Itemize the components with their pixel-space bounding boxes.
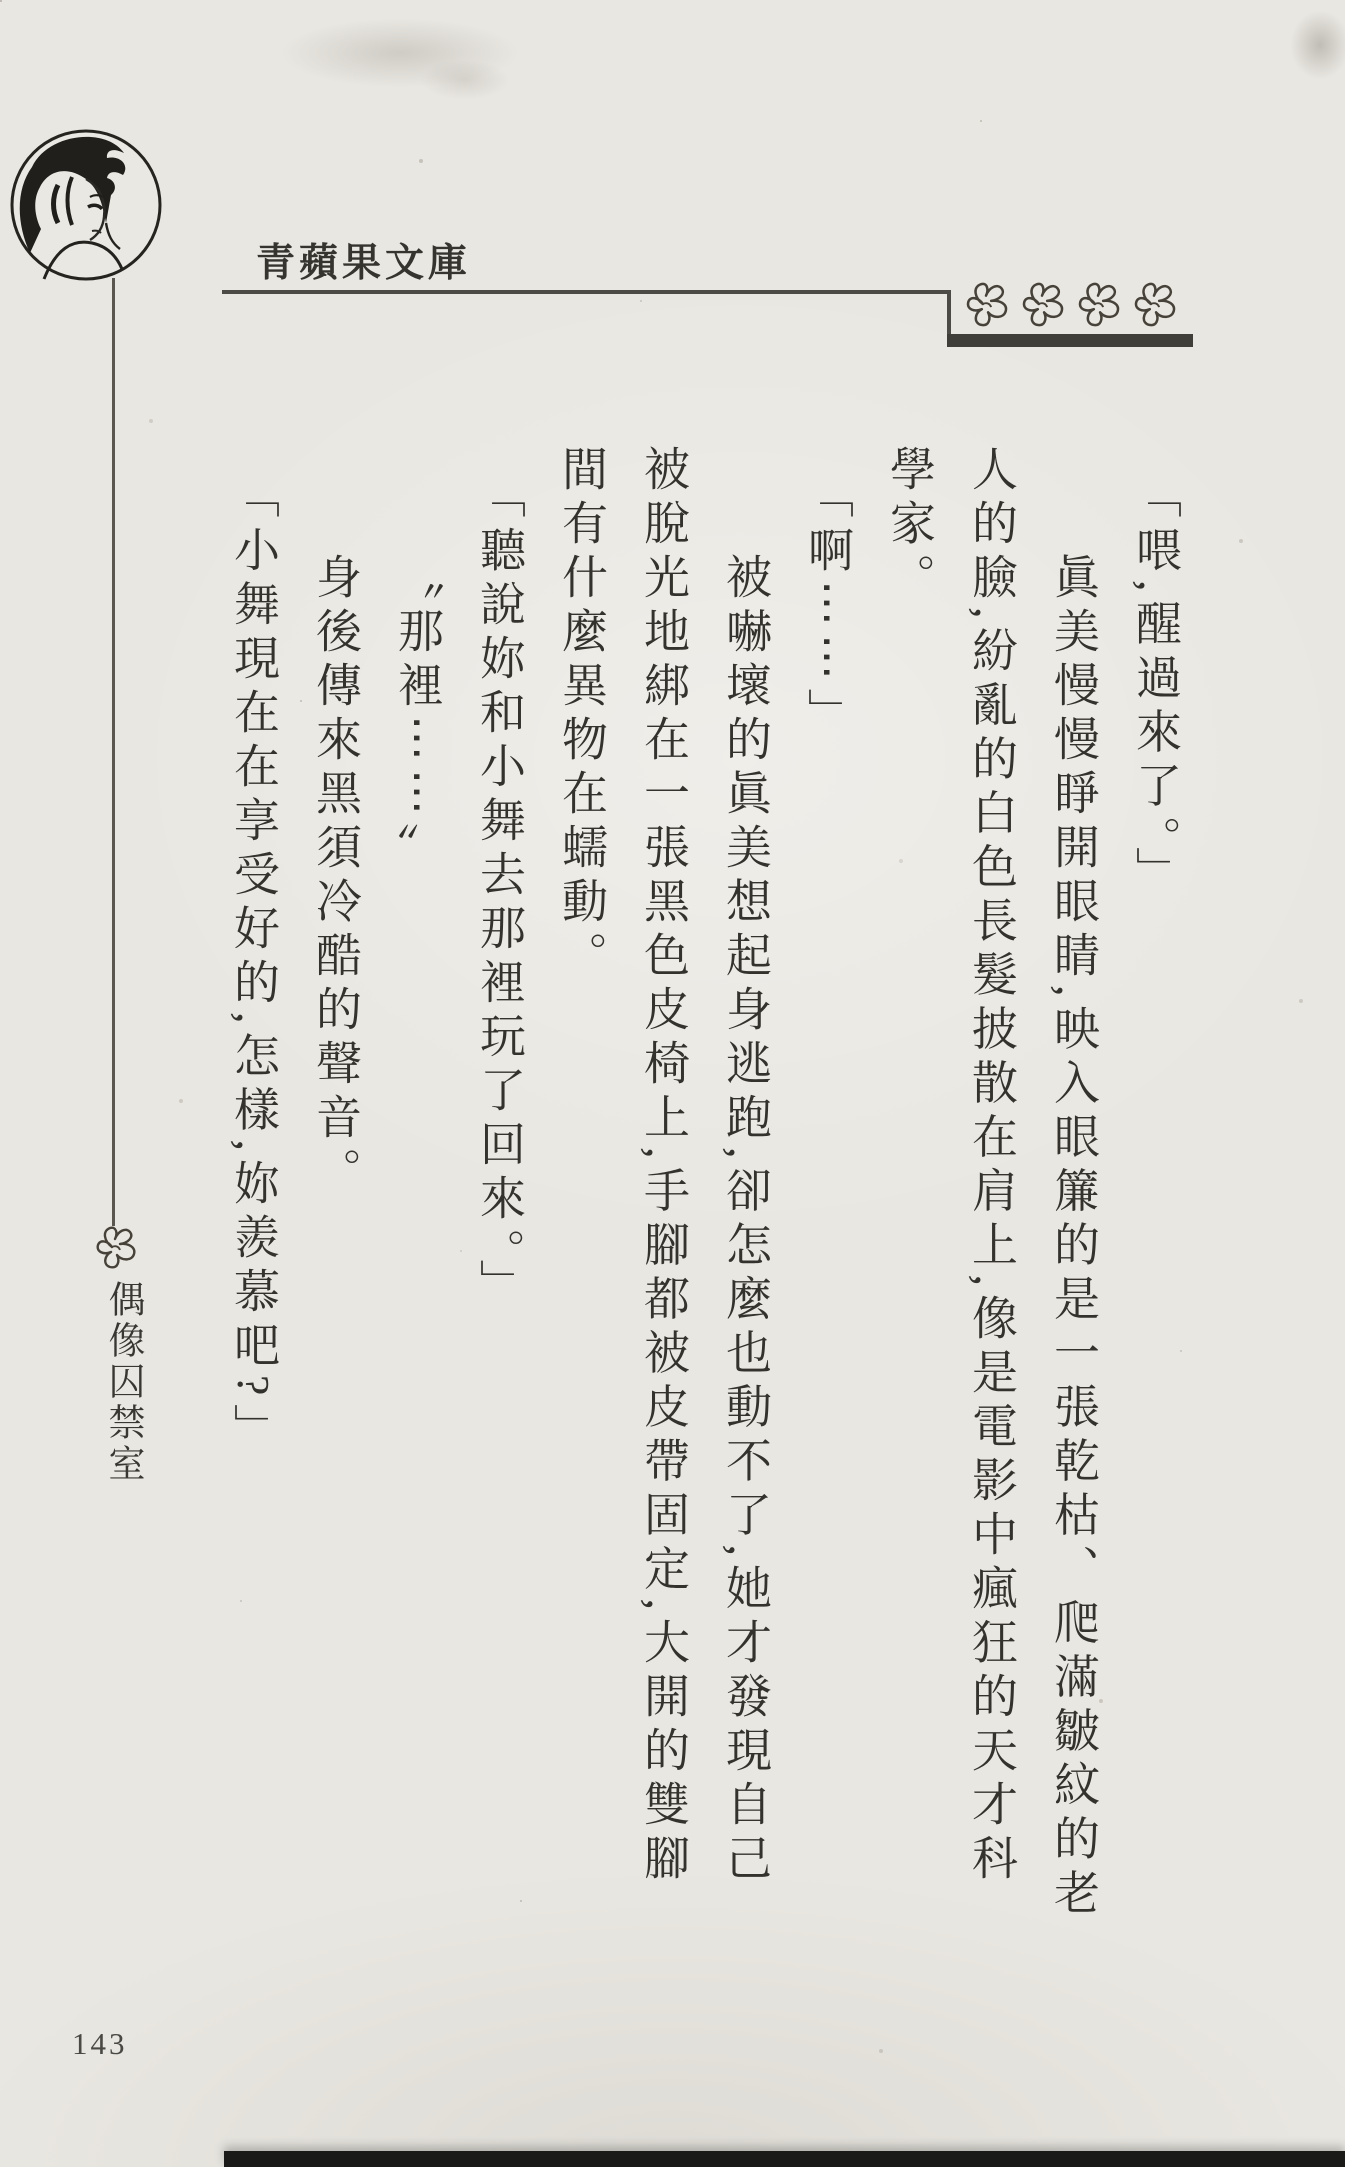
flower-icon	[1128, 274, 1182, 334]
text-column-10: 〝那裡⋯⋯〞	[392, 553, 443, 877]
text-column-11: 身後傳來黑須冷酷的聲音。	[310, 553, 361, 1201]
sidebar-rule	[112, 278, 115, 1226]
portrait-illustration	[8, 127, 164, 283]
text-column-8: 間有什麼異物在蠕動。	[556, 445, 607, 985]
publisher-header: 青蘋果文庫	[256, 242, 472, 285]
text-column-9: 「聽說妳和小舞去那裡玩了回來。」	[474, 472, 525, 1313]
text-column-5: 「啊⋯⋯」	[802, 472, 853, 742]
scan-smudge	[1290, 10, 1345, 80]
flower-icon	[960, 274, 1014, 334]
text-column-3: 人的臉,紛亂的白色長髮披散在肩上,像是電影中瘋狂的天才科	[966, 445, 1017, 1888]
main-text-block	[212, 445, 1196, 2005]
header-rule-step	[947, 290, 951, 340]
text-column-6: 被嚇壞的眞美想起身逃跑,卻怎麼也動不了,她才發現自己	[720, 553, 771, 1888]
flower-icon	[90, 1220, 142, 1274]
header-rule-thick	[947, 334, 1193, 347]
paper-grain	[0, 0, 2, 2]
scan-smudge	[420, 60, 510, 100]
text-column-12: 「小舞現在在享受好的,怎樣,妳羨慕吧?」	[228, 472, 279, 1458]
chapter-title: 偶像囚禁室	[102, 1280, 143, 1485]
text-column-2: 眞美慢慢睜開眼睛,映入眼簾的是一張乾枯、爬滿皺紋的老	[1048, 553, 1099, 1923]
header-flower-ornaments	[960, 272, 1190, 334]
scan-smudge	[280, 18, 520, 88]
text-column-4: 學家。	[884, 445, 935, 607]
header-rule-thin	[222, 290, 951, 294]
scan-bottom-strip	[224, 2151, 1345, 2167]
manga-girl-portrait	[8, 127, 164, 283]
text-column-1: 「喂,醒過來了。」	[1130, 472, 1181, 901]
flower-icon	[1016, 274, 1070, 334]
page-number: 143	[72, 2026, 128, 2061]
text-column-7: 被脫光地綁在一張黑色皮椅上,手腳都被皮帶固定,大開的雙腳	[638, 445, 689, 1888]
flower-icon	[1072, 274, 1126, 334]
